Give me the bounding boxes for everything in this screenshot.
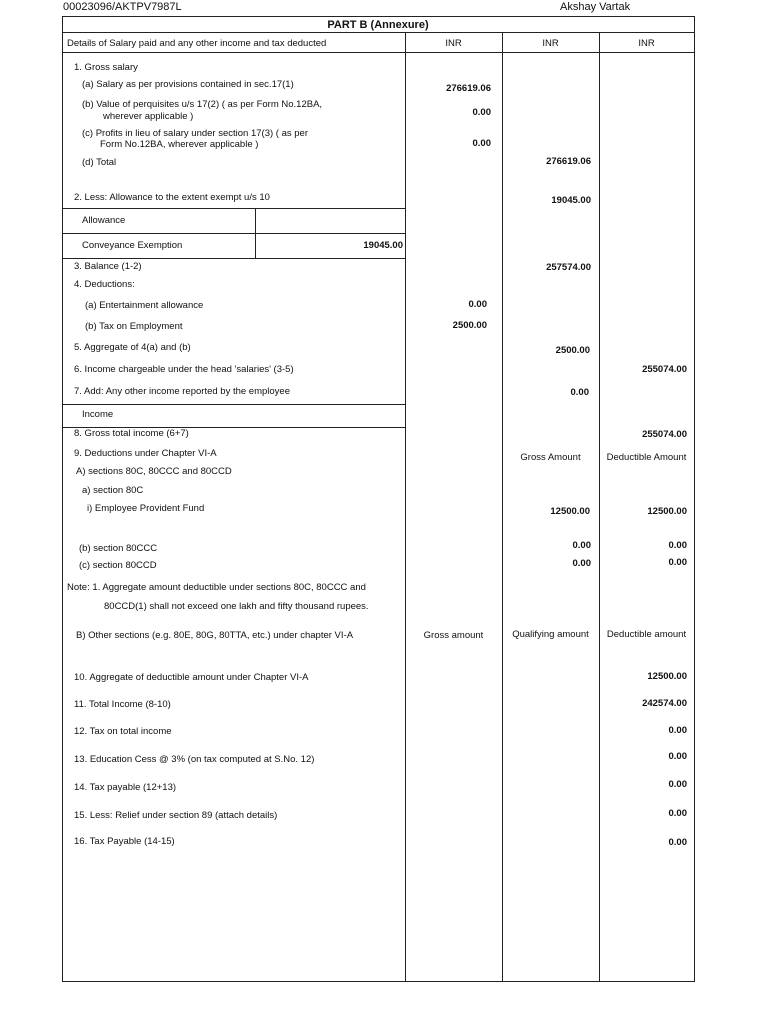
epf-label: i) Employee Provident Fund bbox=[87, 503, 205, 514]
aggregate-via-value: 12500.00 bbox=[647, 671, 687, 682]
tax-payable-final-label: 16. Tax Payable (14-15) bbox=[74, 836, 175, 847]
section-80ccd-gross: 0.00 bbox=[572, 558, 591, 569]
deductions-label: 4. Deductions: bbox=[74, 279, 135, 290]
tax-payable-value: 0.00 bbox=[668, 779, 687, 790]
tax-payable-label: 14. Tax payable (12+13) bbox=[74, 782, 177, 793]
salary-b-label: (b) Value of perquisites u/s 17(2) ( as per Form No.12BA, bbox=[82, 99, 323, 110]
salary-c-label: (c) Profits in lieu of salary under section 17(3) ( as per bbox=[82, 128, 308, 139]
tax-total-label: 12. Tax on total income bbox=[74, 726, 172, 737]
salary-d-label: (d) Total bbox=[82, 157, 117, 168]
tax-employment-label: (b) Tax on Employment bbox=[85, 321, 183, 332]
deductible-amount-header-2: Deductible amount bbox=[606, 629, 687, 640]
aggregate-via-label: 10. Aggregate of deductible amount under Chapter VI-A bbox=[74, 672, 309, 683]
section-80ccd-label: (c) section 80CCD bbox=[79, 560, 157, 571]
section-80c-label: a) section 80C bbox=[82, 485, 144, 496]
gross-amount-header: Gross Amount bbox=[520, 452, 581, 463]
column-inr-1: INR bbox=[445, 38, 462, 49]
salary-b-label-cont: wherever applicable ) bbox=[103, 111, 194, 122]
gross-total-income-value: 255074.00 bbox=[642, 429, 687, 440]
note-line-2: 80CCD(1) shall not exceed one lakh and fifty thousand rupees. bbox=[104, 601, 369, 612]
section-80ccc-deductible: 0.00 bbox=[668, 540, 687, 551]
section-80ccd-deductible: 0.00 bbox=[668, 557, 687, 568]
section-80ccc-gross: 0.00 bbox=[572, 540, 591, 551]
tax-employment-value: 2500.00 bbox=[452, 320, 487, 331]
tax-total-value: 0.00 bbox=[668, 725, 687, 736]
conveyance-label: Conveyance Exemption bbox=[82, 240, 183, 251]
income-header: Income bbox=[82, 409, 114, 420]
column-inr-2: INR bbox=[542, 38, 559, 49]
allowance-less-label: 2. Less: Allowance to the extent exempt u/s 10 bbox=[74, 192, 270, 203]
balance-label: 3. Balance (1-2) bbox=[74, 261, 142, 272]
total-income-label: 11. Total Income (8-10) bbox=[74, 699, 171, 710]
aggregate-4-value: 2500.00 bbox=[555, 345, 590, 356]
salary-c-value: 0.00 bbox=[472, 138, 491, 149]
salary-a-label: (a) Salary as per provisions contained in sec.17(1) bbox=[82, 79, 294, 90]
deductible-amount-header: Deductible Amount bbox=[606, 452, 687, 463]
section-80ccc-label: (b) section 80CCC bbox=[79, 543, 158, 554]
conveyance-value: 19045.00 bbox=[363, 240, 403, 251]
allowance-less-value: 19045.00 bbox=[551, 195, 591, 206]
entertainment-value: 0.00 bbox=[468, 299, 487, 310]
salary-b-value: 0.00 bbox=[472, 107, 491, 118]
total-income-value: 242574.00 bbox=[642, 698, 687, 709]
balance-value: 257574.00 bbox=[546, 262, 591, 273]
add-other-income-value: 0.00 bbox=[570, 387, 589, 398]
gross-total-income-label: 8. Gross total income (6+7) bbox=[74, 428, 189, 439]
column-inr-3: INR bbox=[638, 38, 655, 49]
document-id: 00023096/AKTPV7987L bbox=[63, 1, 182, 13]
part-title: PART B (Annexure) bbox=[327, 19, 429, 31]
relief-label: 15. Less: Relief under section 89 (attach details) bbox=[74, 810, 278, 821]
salary-c-label-cont: Form No.12BA, wherever applicable ) bbox=[100, 139, 259, 150]
salary-d-value: 276619.06 bbox=[546, 156, 591, 167]
entertainment-label: (a) Entertainment allowance bbox=[85, 300, 204, 311]
add-other-income-label: 7. Add: Any other income reported by the employee bbox=[74, 386, 290, 397]
tax-payable-final-value: 0.00 bbox=[668, 837, 687, 848]
salary-a-value: 276619.06 bbox=[446, 83, 491, 94]
gross-amount-header-2: Gross amount bbox=[423, 630, 484, 641]
epf-gross-value: 12500.00 bbox=[550, 506, 590, 517]
employee-name: Akshay Vartak bbox=[560, 1, 631, 13]
column-desc-header: Details of Salary paid and any other income and tax deducted bbox=[67, 38, 327, 49]
allowance-header: Allowance bbox=[82, 215, 126, 226]
chapter-via-label: 9. Deductions under Chapter VI-A bbox=[74, 448, 217, 459]
qualifying-amount-header: Qualifying amount bbox=[512, 629, 589, 640]
gross-salary-label: 1. Gross salary bbox=[74, 62, 138, 73]
aggregate-4-label: 5. Aggregate of 4(a) and (b) bbox=[74, 342, 191, 353]
education-cess-label: 13. Education Cess @ 3% (on tax computed at S.No. 12) bbox=[74, 754, 315, 765]
education-cess-value: 0.00 bbox=[668, 751, 687, 762]
other-sections-label: B) Other sections (e.g. 80E, 80G, 80TTA, etc.) under chapter VI-A bbox=[76, 630, 354, 641]
note-line-1: Note: 1. Aggregate amount deductible under sections 80C, 80CCC and bbox=[67, 582, 366, 593]
epf-deductible-value: 12500.00 bbox=[647, 506, 687, 517]
income-chargeable-value: 255074.00 bbox=[642, 364, 687, 375]
income-chargeable-label: 6. Income chargeable under the head 'salaries' (3-5) bbox=[74, 364, 294, 375]
sections-80c-label: A) sections 80C, 80CCC and 80CCD bbox=[76, 466, 232, 477]
relief-value: 0.00 bbox=[668, 808, 687, 819]
